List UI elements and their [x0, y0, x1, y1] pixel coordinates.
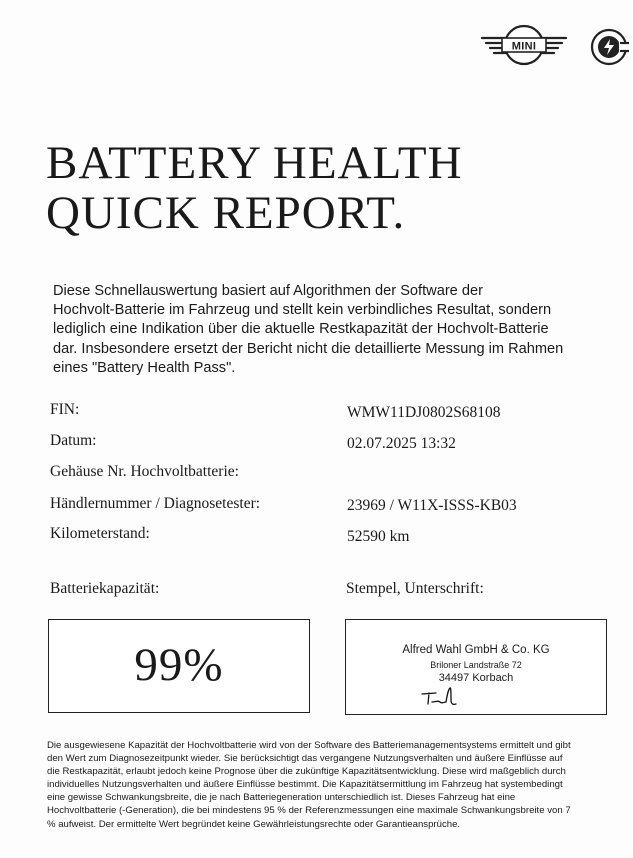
kilometer-value: 52590 km — [347, 528, 410, 545]
title-line-2: QUICK REPORT. — [46, 187, 406, 239]
footnote-line: Hochvoltbatterie (-Generation), die bei mindestens 95 % der Referenzmessungen eine maximale Schwankungsbreite von 7 — [47, 805, 571, 817]
footnote-line: individuelles Nutzungsverhalten und äußere Einflüsse bestimmt. Die Kapazitätsermittlung im Fahrzeug hat systembedingt — [47, 779, 563, 791]
footnote-line: % aufweist. Der ermittelte Wert begründet keine Gewährleistungsrechte oder Garantieansprüche. — [47, 818, 461, 830]
mini-logo-text: MINI — [511, 40, 537, 53]
title-line-1: BATTERY HEALTH — [46, 137, 463, 189]
footnote-line: eine gewisse Schwankungsbreite, die je nach Batteriegeneration unterschiedlich ist. Dieses Fahrzeug hat eine — [47, 792, 516, 804]
intro-line: lediglich eine Indikation über die aktuelle Restkapazität der Hochvolt-Batterie — [53, 321, 549, 338]
disclaimer-footnote — [47, 739, 617, 831]
intro-line: Hochvolt-Batterie im Fahrzeug und stellt kein verbindliches Resultat, sondern — [53, 302, 552, 319]
stamp-box — [345, 619, 607, 715]
capacity-value: 99% — [134, 639, 224, 691]
mini-logo — [476, 22, 572, 70]
footnote-line: Die ausgewiesene Kapazität der Hochvoltbatterie wird von der Software des Batteriemanagementsystems ermittelt und gibt — [47, 740, 571, 751]
kilometer-label: Kilometerstand: — [50, 525, 150, 542]
datum-label: Datum: — [50, 432, 97, 449]
intro-line: eines "Battery Health Pass". — [53, 359, 236, 376]
fin-value: WMW11DJ0802S68108 — [347, 404, 501, 421]
haendler-label: Händlernummer / Diagnosetester: — [50, 495, 261, 512]
footnote-line: den Wert zum Diagnosezeitpunkt wieder. Sie berücksichtigt das vergangene Nutzungsverhalten und äußere Einflüsse auf — [47, 753, 563, 765]
signature-scribble — [420, 684, 470, 708]
footnote-line: die Restkapazität, erlaubt jedoch keine Prognose über die zukünftige Kapazitätsentwicklung. Diese wird maßgeblich durch — [47, 766, 566, 778]
datum-value: 02.07.2025 13:32 — [347, 435, 456, 452]
intro-paragraph — [53, 282, 593, 378]
stamp-city: 34497 Korbach — [438, 672, 514, 684]
stamp-street: Briloner Landstraße 72 — [430, 660, 522, 670]
capacity-box — [48, 619, 310, 713]
capacity-label: Batteriekapazität: — [50, 580, 160, 597]
intro-line: dar. Insbesondere ersetzt der Bericht nicht die detaillierte Messung im Rahmen — [53, 340, 564, 357]
report-title — [46, 138, 606, 238]
fin-label: FIN: — [50, 401, 80, 418]
gehaeuse-label: Gehäuse Nr. Hochvoltbatterie: — [50, 463, 239, 480]
haendler-value: 23969 / W11X-ISSS-KB03 — [347, 497, 517, 514]
electric-plug-logo — [589, 25, 629, 69]
stamp-company: Alfred Wahl GmbH & Co. KG — [402, 644, 550, 656]
intro-line: Diese Schnellauswertung basiert auf Algorithmen der Software der — [53, 283, 483, 299]
stamp-label: Stempel, Unterschrift: — [346, 580, 484, 597]
